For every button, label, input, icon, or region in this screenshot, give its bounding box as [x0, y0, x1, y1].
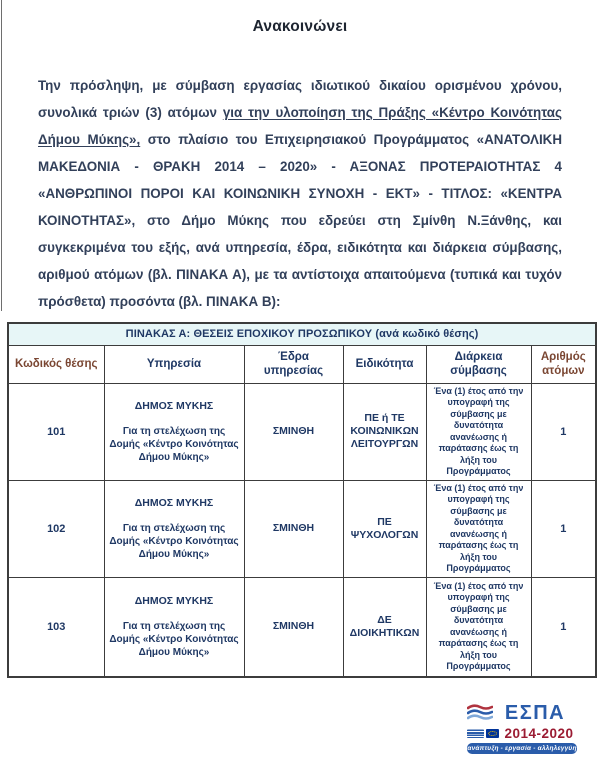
service-description: [108, 425, 241, 464]
service-cell: [104, 480, 244, 577]
specialty-cell: ΠΕ ή ΤΕ ΚΟΙΝΩΝΙΚΩΝ ΛΕΙΤΟΥΡΓΩΝ: [343, 383, 426, 480]
scan-artifact-line: [1, 0, 2, 311]
service-desc-text: Για τη στελέχωση της Δομής: [109, 425, 226, 450]
table-row: [8, 383, 596, 480]
service-name: ΔΗΜΟΣ ΜΥΚΗΣ: [134, 399, 214, 412]
service-description: [108, 620, 241, 659]
page-title: Ανακοινώνει: [252, 18, 348, 35]
intro-segment: Την πρόσληψη, με σύμβαση εργασίας ιδιωτικού δικαίου ορισμένου χρόνου, συνολικά τριών (3) ατόμων: [38, 78, 562, 120]
col-header-service: Υπηρεσία: [104, 345, 244, 383]
positions-table: [7, 322, 597, 678]
service-desc-bold-text: «Κέντρο Κοινότητας Δήμου Μύκης»: [138, 633, 239, 658]
service-desc-text: Για τη στελέχωση της Δομής: [109, 620, 226, 645]
persons-cell: 1: [531, 480, 596, 577]
espa-tagline: ανάπτυξη - εργασία - αλληλεγγύη: [467, 745, 577, 752]
service-name: ΔΗΜΟΣ ΜΥΚΗΣ: [134, 594, 214, 607]
seat-cell: ΣΜΙΝΘΗ: [244, 480, 343, 577]
col-header-duration: Διάρκεια σύμβασης: [426, 345, 531, 383]
table-row: [8, 577, 596, 677]
service-desc-bold-text: «Κέντρο Κοινότητας Δήμου Μύκης»: [138, 535, 239, 560]
espa-period: 2014-2020: [504, 726, 574, 741]
table-header-row: [8, 345, 596, 383]
intro-segment: στο πλαίσιο του Επιχειρησιακού Προγράμματος «ΑΝΑΤΟΛΙΚΗ ΜΑΚΕΔΟΝΙΑ - ΘΡΑΚΗ 2014 – 2020» - ΑΞΟΝΑΣ ΠΡΟΤΕΡΑΙΟΤΗΤΑΣ 4 «ΑΝΘΡΩΠΙΝΟΙ ΠΟΡΟΙ ΚΑΙ ΚΟΙΝΩΝΙΚΗ ΣΥΝΟΧΗ - ΕΚΤ» - ΤΙΤΛΟΣ: «ΚΕΝΤΡΑ ΚΟΙΝΟΤΗΤΑΣ», στο Δήμο Μύκης που εδρεύει στη Σμίνθη Ν.Ξάνθης, και συγκεκριμένα του εξής, ανά υπηρεσία, έδρα, ειδικότητα και διάρκεια σύμβασης, αριθμού ατόμων (βλ. ΠΙΝΑΚΑ Α), με τα αντίστοιχα απαιτούμενα (τυπικά και τυχόν πρόσθετα) προσόντα (βλ. ΠΙΝΑΚΑ Β):: [38, 132, 562, 309]
table-title: ΠΙΝΑΚΑΣ Α: ΘΕΣΕΙΣ ΕΠΟΧΙΚΟΥ ΠΡΟΣΩΠΙΚΟΥ (ανά κωδικό θέσης): [8, 323, 596, 345]
service-name: ΔΗΜΟΣ ΜΥΚΗΣ: [134, 496, 214, 509]
espa-mini-badge-icon: [467, 729, 484, 738]
specialty-cell: ΠΕ ΨΥΧΟΛΟΓΩΝ: [343, 480, 426, 577]
specialty-cell: ΔΕ ΔΙΟΙΚΗΤΙΚΩΝ: [343, 577, 426, 677]
service-desc-text: Για τη στελέχωση της Δομής: [109, 522, 226, 547]
service-cell: [104, 577, 244, 677]
espa-logo-middle-row: [467, 726, 577, 741]
duration-cell: Ένα (1) έτος από την υπογραφή της σύμβασης με δυνατότητα ανανέωσης ή παράτασης έως τη λήξη του Προγράμματος: [426, 383, 531, 480]
col-header-code: Κωδικός θέσης: [8, 345, 104, 383]
intro-paragraph: [38, 72, 562, 315]
position-code: 103: [8, 577, 104, 677]
position-code: 101: [8, 383, 104, 480]
duration-cell: Ένα (1) έτος από την υπογραφή της σύμβασης με δυνατότητα ανανέωσης ή παράτασης έως τη λήξη του Προγράμματος: [426, 480, 531, 577]
col-header-specialty: Ειδικότητα: [343, 345, 426, 383]
duration-cell: Ένα (1) έτος από την υπογραφή της σύμβασης με δυνατότητα ανανέωσης ή παράτασης έως τη λήξη του Προγράμματος: [426, 577, 531, 677]
service-desc-bold-text: «Κέντρο Κοινότητας Δήμου Μύκης»: [138, 438, 239, 463]
position-code: 102: [8, 480, 104, 577]
espa-waves-icon: [467, 704, 493, 723]
eu-flag-icon: [486, 729, 499, 738]
service-description: [108, 522, 241, 561]
intro-underlined-segment: για την υλοποίηση της Πράξης «Κέντρο Κοινότητας Δήμου Μύκης»,: [38, 105, 563, 147]
espa-logo: [467, 702, 577, 754]
seat-cell: ΣΜΙΝΘΗ: [244, 383, 343, 480]
table-row: [8, 480, 596, 577]
col-header-seat: Έδρα υπηρεσίας: [244, 345, 343, 383]
persons-cell: 1: [531, 383, 596, 480]
espa-logo-top-row: [467, 702, 577, 725]
persons-cell: 1: [531, 577, 596, 677]
service-cell: [104, 383, 244, 480]
table-title-row: [8, 323, 596, 345]
col-header-persons: Αριθμός ατόμων: [531, 345, 596, 383]
espa-logo-name: ΕΣΠΑ: [504, 702, 566, 724]
seat-cell: ΣΜΙΝΘΗ: [244, 577, 343, 677]
